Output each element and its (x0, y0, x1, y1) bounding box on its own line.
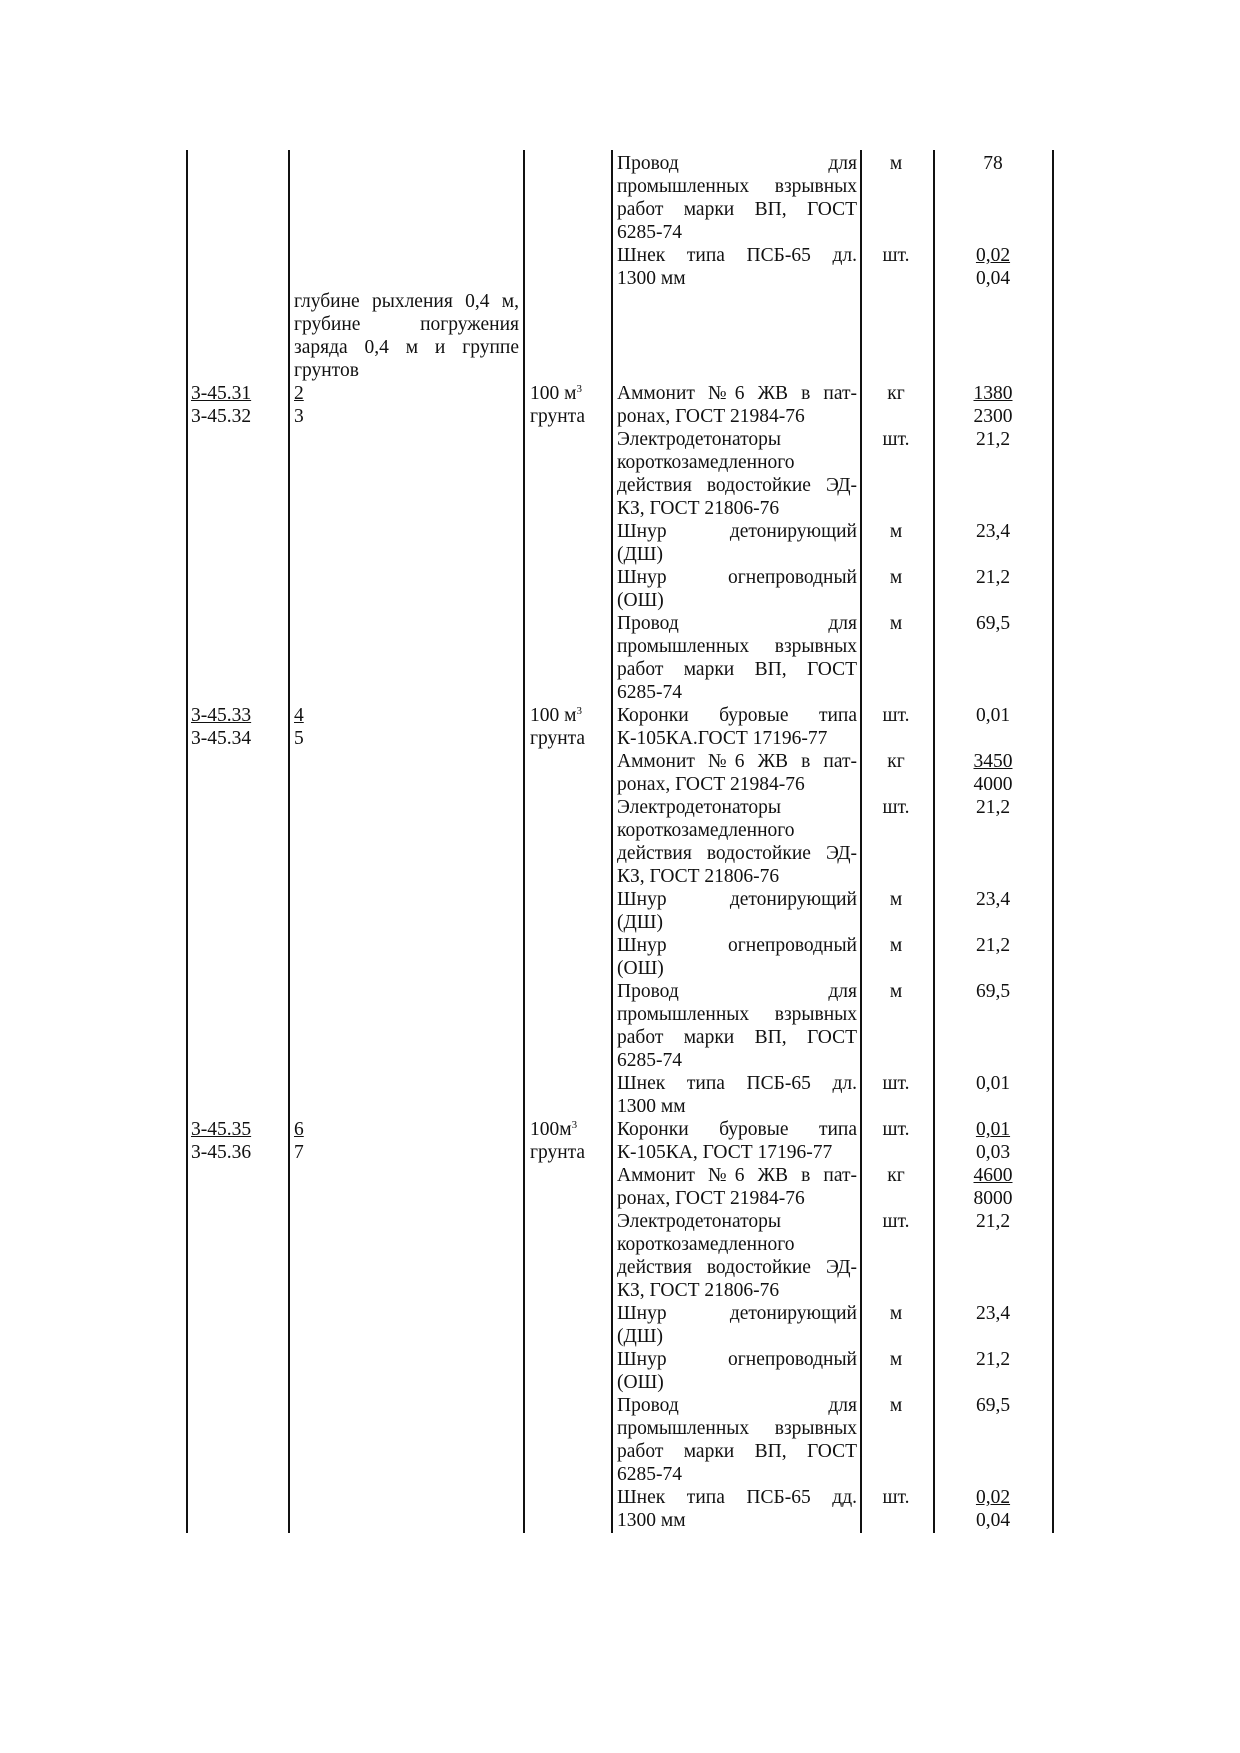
material-quantity: 1380 (973, 383, 1013, 404)
material-name-line: Провод для (617, 153, 857, 174)
material-unit: кг (887, 1165, 905, 1186)
material-name-line: 6285-74 (617, 682, 682, 703)
soil-group-number: 7 (294, 1142, 304, 1163)
material-name-line: Аммонит №6 ЖВ в пат- (617, 751, 857, 772)
measure-unit (530, 704, 582, 727)
material-name-line: Шнур детонирующий (617, 521, 857, 542)
material-name-line: ронах, ГОСТ 21984-76 (617, 774, 805, 795)
material-unit: м (889, 981, 903, 1002)
material-name-line: работ марки ВП, ГОСТ (617, 1441, 857, 1462)
table-border-left (186, 150, 188, 1533)
measure-unit-base: 100 м (530, 705, 577, 726)
material-name-line: (ОШ) (617, 1372, 664, 1393)
material-name-line: работ марки ВП, ГОСТ (617, 1027, 857, 1048)
material-quantity: 21,2 (975, 1349, 1011, 1370)
material-name-line: короткозамедленного (617, 820, 795, 841)
material-name-line: Шнур детонирующий (617, 1303, 857, 1324)
material-name-line: Электродетонаторы (617, 797, 781, 818)
description-line: грунтов (294, 360, 359, 381)
material-name-line: (ДШ) (617, 544, 663, 565)
material-quantity: 69,5 (975, 981, 1011, 1002)
material-quantity: 23,4 (975, 1303, 1011, 1324)
material-name-line: КЗ, ГОСТ 21806-76 (617, 1280, 780, 1301)
material-name-line: Шнур детонирующий (617, 889, 857, 910)
material-name-line: К-105КА, ГОСТ 17196-77 (617, 1142, 833, 1163)
measure-unit-base: 100 м (530, 383, 577, 404)
description-line: заряда 0,4 м и группе (294, 337, 519, 358)
material-name-line: промышленных взрывных (617, 636, 857, 657)
material-name-line: Провод для (617, 981, 857, 1002)
norm-code: 3-45.34 (191, 728, 252, 749)
material-name-line: Провод для (617, 1395, 857, 1416)
measure-unit-exponent: 3 (576, 383, 582, 395)
soil-group-number: 3 (294, 406, 304, 427)
material-unit: шт. (882, 1073, 910, 1094)
norm-code: 3-45.35 (191, 1119, 252, 1140)
soil-group-number: 5 (294, 728, 304, 749)
material-name-line: промышленных взрывных (617, 1418, 857, 1439)
material-name-line: Аммонит №6 ЖВ в пат- (617, 383, 857, 404)
material-quantity: 0,02 (975, 1487, 1011, 1508)
material-name-line: Шнек типа ПСБ-65 дл. (617, 1073, 857, 1094)
column-divider-3 (611, 150, 613, 1533)
material-unit: м (889, 521, 903, 542)
measure-unit (530, 1118, 577, 1141)
material-quantity: 21,2 (975, 429, 1011, 450)
material-name-line: Шнек типа ПСБ-65 дл. (617, 245, 857, 266)
material-name-line: действия водостойкие ЭД- (617, 843, 857, 864)
material-quantity: 21,2 (975, 935, 1011, 956)
material-unit: м (889, 935, 903, 956)
material-unit: кг (887, 383, 905, 404)
material-name-line: короткозамедленного (617, 1234, 795, 1255)
material-unit: кг (887, 751, 905, 772)
material-name-line: Электродетонаторы (617, 429, 781, 450)
norm-code: 3-45.36 (191, 1142, 252, 1163)
material-name-line: Шнур огнепроводный (617, 1349, 857, 1370)
material-name-line: 1300 мм (617, 1096, 686, 1117)
material-name-line: ронах, ГОСТ 21984-76 (617, 406, 805, 427)
material-name-line: Шнур огнепроводный (617, 935, 857, 956)
material-name-line: Коронки буровые типа (617, 1119, 857, 1140)
material-quantity: 3450 (973, 751, 1013, 772)
material-name-line: 6285-74 (617, 222, 682, 243)
material-name-line: работ марки ВП, ГОСТ (617, 659, 857, 680)
material-unit: шт. (882, 1119, 910, 1140)
material-unit: шт. (882, 705, 910, 726)
material-quantity: 0,01 (975, 1119, 1011, 1140)
material-unit: м (889, 567, 903, 588)
measure-unit (530, 382, 582, 405)
material-name-line: К-105КА.ГОСТ 17196-77 (617, 728, 828, 749)
material-quantity: 4600 (973, 1165, 1013, 1186)
measure-unit-base: 100м (530, 1119, 572, 1140)
material-name-line: (ОШ) (617, 590, 664, 611)
material-quantity: 0,04 (975, 268, 1011, 289)
material-unit: шт. (882, 429, 910, 450)
measure-unit-exponent: 3 (576, 705, 582, 717)
soil-group-number: 2 (294, 383, 304, 404)
material-name-line: Коронки буровые типа (617, 705, 857, 726)
material-name-line: действия водостойкие ЭД- (617, 1257, 857, 1278)
material-name-line: 6285-74 (617, 1464, 682, 1485)
material-name-line: 6285-74 (617, 1050, 682, 1071)
material-name-line: 1300 мм (617, 268, 686, 289)
material-name-line: промышленных взрывных (617, 176, 857, 197)
material-quantity: 23,4 (975, 521, 1011, 542)
measure-unit-line: грунта (530, 406, 586, 427)
material-unit: шт. (882, 1487, 910, 1508)
material-unit: м (889, 1349, 903, 1370)
material-unit: м (889, 613, 903, 634)
material-name-line: Шнек типа ПСБ-65 дд. (617, 1487, 857, 1508)
material-name-line: (ДШ) (617, 1326, 663, 1347)
material-name-line: (ДШ) (617, 912, 663, 933)
material-name-line: Аммонит №6 ЖВ в пат- (617, 1165, 857, 1186)
soil-group-number: 6 (294, 1119, 304, 1140)
material-name-line: ронах, ГОСТ 21984-76 (617, 1188, 805, 1209)
material-name-line: Электродетонаторы (617, 1211, 781, 1232)
material-unit: м (889, 889, 903, 910)
measure-unit-line: грунта (530, 1142, 586, 1163)
material-name-line: промышленных взрывных (617, 1004, 857, 1025)
column-divider-1 (288, 150, 290, 1533)
description-line: грубине погружения (294, 314, 519, 335)
material-quantity: 0,02 (975, 245, 1011, 266)
material-unit: м (889, 1395, 903, 1416)
material-name-line: работ марки ВП, ГОСТ (617, 199, 857, 220)
description-line: глубине рыхления 0,4 м, (294, 291, 519, 312)
material-name-line: 1300 мм (617, 1510, 686, 1531)
material-quantity: 0,01 (975, 705, 1011, 726)
norm-code: 3-45.31 (191, 383, 252, 404)
material-quantity: 69,5 (975, 1395, 1011, 1416)
material-quantity: 23,4 (975, 889, 1011, 910)
material-quantity: 0,03 (975, 1142, 1011, 1163)
material-quantity: 0,01 (975, 1073, 1011, 1094)
norm-code: 3-45.33 (191, 705, 252, 726)
material-name-line: КЗ, ГОСТ 21806-76 (617, 498, 780, 519)
material-unit: шт. (882, 245, 910, 266)
material-quantity: 8000 (973, 1188, 1013, 1209)
material-name-line: КЗ, ГОСТ 21806-76 (617, 866, 780, 887)
material-name-line: короткозамедленного (617, 452, 795, 473)
material-name-line: Провод для (617, 613, 857, 634)
material-unit: шт. (882, 797, 910, 818)
column-divider-4 (860, 150, 862, 1533)
material-quantity: 78 (983, 153, 1003, 174)
column-divider-5 (933, 150, 935, 1533)
norm-code: 3-45.32 (191, 406, 252, 427)
material-name-line: (ОШ) (617, 958, 664, 979)
table-border-right (1052, 150, 1054, 1533)
material-quantity: 21,2 (975, 797, 1011, 818)
material-unit: м (889, 153, 903, 174)
material-name-line: действия водостойкие ЭД- (617, 475, 857, 496)
material-unit: м (889, 1303, 903, 1324)
material-quantity: 21,2 (975, 567, 1011, 588)
soil-group-number: 4 (294, 705, 304, 726)
material-quantity: 0,04 (975, 1510, 1011, 1531)
measure-unit-line: грунта (530, 728, 586, 749)
material-quantity: 21,2 (975, 1211, 1011, 1232)
material-name-line: Шнур огнепроводный (617, 567, 857, 588)
column-divider-2 (523, 150, 525, 1533)
material-quantity: 2300 (973, 406, 1013, 427)
material-unit: шт. (882, 1211, 910, 1232)
material-quantity: 4000 (973, 774, 1013, 795)
measure-unit-exponent: 3 (571, 1119, 578, 1131)
material-quantity: 69,5 (975, 613, 1011, 634)
